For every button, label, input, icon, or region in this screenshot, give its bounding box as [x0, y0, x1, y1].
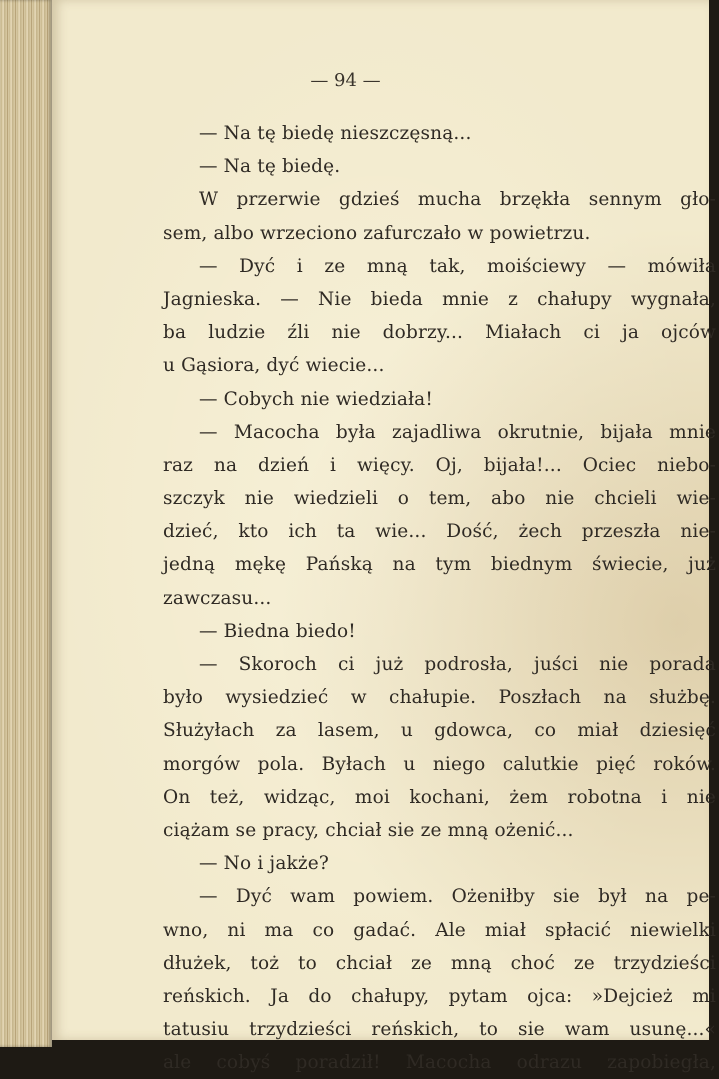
text-line: szczyk nie wiedzieli o tem, abo nie chcieli wie- — [163, 488, 716, 510]
text-line: dłużek, toż to chciał ze mną choć ze trzydzieści — [163, 952, 716, 974]
text-line: — Macocha była zajadliwa okrutnie, bijała mnie — [199, 421, 716, 443]
text-line: — Dyć i ze mną tak, moiściewy — mówiła — [199, 255, 716, 277]
text-line: Jagnieska. — Nie bieda mnie z chałupy wygnała, — [163, 288, 716, 310]
text-line: wno, ni ma co gadać. Ale miał spłacić niewielki — [163, 919, 716, 941]
text-line: raz na dzień i więcy. Oj, bijała!... Ociec niebo- — [163, 454, 716, 476]
text-line: — Biedna biedo! — [199, 620, 356, 642]
text-line: reńskich. Ja do chałupy, pytam ojca: »Dejcież mi — [163, 985, 716, 1007]
text-line: dzieć, kto ich ta wie... Dość, żech przeszła nie- — [163, 521, 716, 543]
text-line: sem, albo wrzeciono zafurczało w powietrzu. — [163, 222, 591, 244]
text-line: ba ludzie źli nie dobrzy... Miałach ci ja ojców — [163, 322, 716, 344]
text-line: morgów pola. Byłach u niego calutkie pięć roków. — [163, 753, 716, 775]
text-line: było wysiedzieć w chałupie. Poszłach na służbę. — [163, 687, 716, 709]
text-line: Służyłach za lasem, u gdowca, co miał dziesięć — [163, 720, 716, 742]
text-line: — Cobych nie wiedziała! — [199, 388, 433, 410]
text-line: — Dyć wam powiem. Ożeniłby sie był na pe- — [199, 886, 716, 908]
text-line: zawczasu... — [163, 587, 272, 609]
text-line: tatusiu trzydzieści reńskich, to sie wam usunę...« — [163, 1019, 716, 1041]
text-line: — No i jakże? — [199, 853, 329, 875]
text-line: — Na tę biedę nieszczęsną... — [199, 123, 472, 144]
text-line: — Na tę biedę. — [199, 156, 341, 178]
text-line: u Gąsiora, dyć wiecie... — [163, 355, 385, 377]
text-line: — Skoroch ci już podrosła, juści nie porada — [199, 654, 716, 675]
body-text — [163, 117, 716, 1079]
text-line: On też, widząc, moi kochani, żem robotna i nie — [163, 786, 716, 808]
text-line: ciążam se pracy, chciał sie ze mną ożenić... — [163, 819, 574, 841]
book-page-edges — [0, 0, 52, 1047]
book-page — [52, 0, 716, 1074]
text-line: jedną mękę Pańską na tym biednym świecie, już — [163, 554, 716, 576]
page-number: — 94 — — [310, 70, 381, 91]
text-line: W przerwie gdzieś mucha brzękła sennym gło- — [199, 189, 716, 211]
text-line: ale cobyś poradził! Macocha odrazu zapobiegła, — [163, 1052, 716, 1074]
